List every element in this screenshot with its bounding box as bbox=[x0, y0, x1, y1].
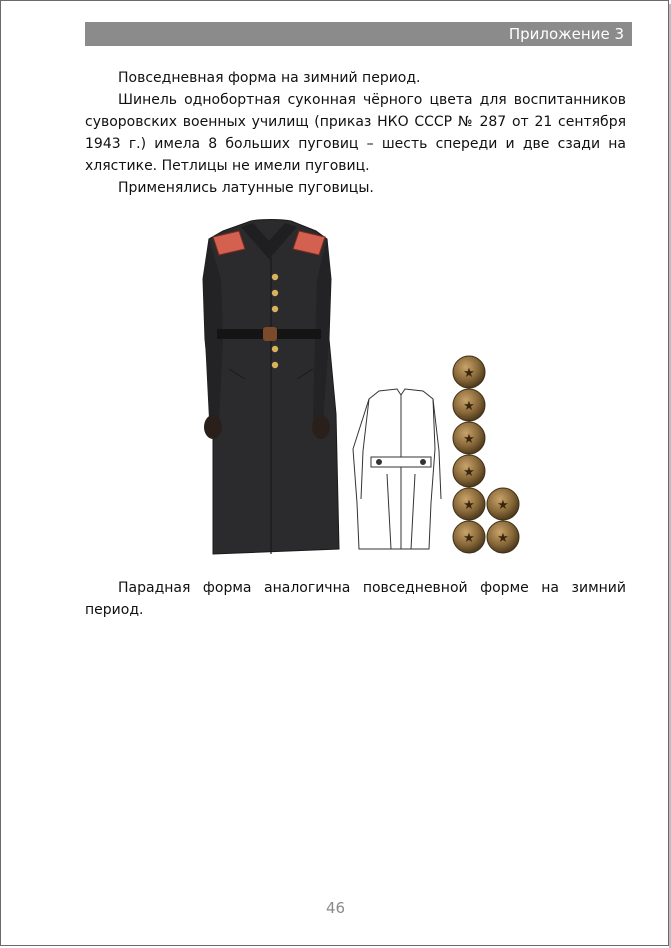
greatcoat-back-view bbox=[353, 389, 441, 549]
brass-button bbox=[453, 389, 485, 421]
brass-button bbox=[453, 422, 485, 454]
appendix-header-bar bbox=[85, 22, 632, 46]
paragraph-brass-buttons: Применялись латунные пуговицы. bbox=[118, 180, 374, 196]
paragraph-parade-uniform: Парадная форма аналогична повседневной форме на зимний период. bbox=[85, 580, 626, 618]
greatcoat-front-view bbox=[203, 220, 339, 555]
brass-button bbox=[453, 455, 485, 487]
brass-button bbox=[487, 488, 519, 520]
svg-text:★: ★ bbox=[463, 432, 475, 447]
svg-text:★: ★ bbox=[463, 399, 475, 414]
paragraph-winter-uniform: Повседневная форма на зимний период. bbox=[118, 70, 421, 86]
brass-buttons-group bbox=[453, 356, 519, 553]
svg-text:★: ★ bbox=[463, 531, 475, 546]
brass-button bbox=[453, 356, 485, 388]
svg-text:★: ★ bbox=[463, 465, 475, 480]
appendix-label: Приложение 3 bbox=[508, 25, 624, 43]
brass-button bbox=[453, 521, 485, 553]
brass-button bbox=[453, 488, 485, 520]
svg-text:★: ★ bbox=[497, 498, 509, 513]
svg-text:★: ★ bbox=[463, 366, 475, 381]
page-number: 46 bbox=[325, 899, 346, 917]
paragraph-greatcoat-description: Шинель однобортная суконная чёрного цвета для воспитанников суворовских военных училищ (приказ НКО СССР № 287 от 21 сентября 1943 г.) имела 8 больших пуговиц – шесть спереди и две сзади на хлястике. Петлицы не имели пуговиц. bbox=[85, 92, 626, 174]
brass-button bbox=[487, 521, 519, 553]
svg-text:★: ★ bbox=[497, 531, 509, 546]
svg-text:★: ★ bbox=[463, 498, 475, 513]
greatcoat-illustration bbox=[201, 219, 531, 559]
